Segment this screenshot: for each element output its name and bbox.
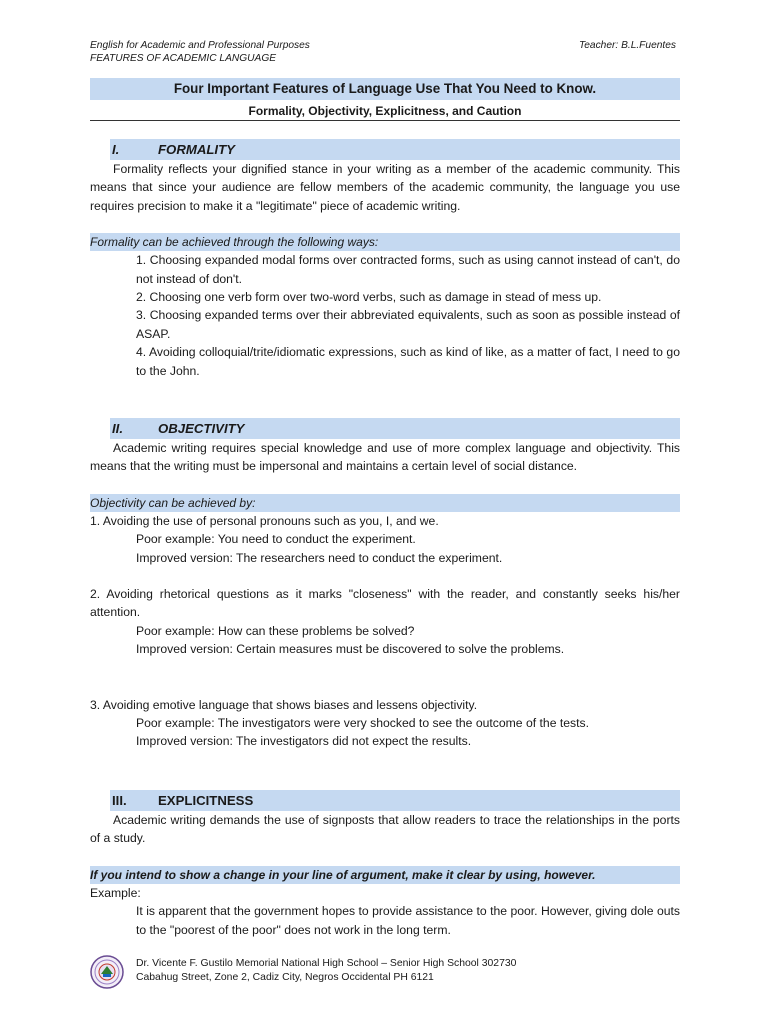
improved-version: Improved version: Certain measures must be discovered to solve the problems. (136, 642, 565, 657)
course-name: English for Academic and Professional Purposes (90, 40, 310, 51)
poor-example: Poor example: The investigators were very shocked to see the outcome of the tests. (136, 716, 589, 731)
formality-item-2: 2. Choosing one verb form over two-word verbs, such as damage in stead of mess up. (136, 290, 602, 305)
topic-name: FEATURES OF ACADEMIC LANGUAGE (90, 52, 277, 64)
section-title: OBJECTIVITY (158, 421, 245, 436)
explicitness-example: It is apparent that the government hopes to provide assistance to the poor. However, giving dole outs to the "poorest of the poor" does not work in the long term. (136, 904, 680, 937)
formality-paragraph: Formality reflects your dignified stance in your writing as a member of the academic community. This means that since your audience are fellow members of the academic community, the language you use requires precision to make it a "legitimate" piece of academic writing. (90, 162, 680, 213)
school-name: Dr. Vicente F. Gustilo Memorial National High School – Senior High School 302730 (136, 958, 517, 969)
section-title: EXPLICITNESS (158, 793, 254, 808)
explicitness-paragraph: Academic writing demands the use of signposts that allow readers to trace the relationships in the ports of a study. (90, 813, 680, 846)
objectivity-point-1: 1. Avoiding the use of personal pronouns such as you, I, and we. (90, 513, 439, 528)
school-address: Cabahug Street, Zone 2, Cadiz City, Negros Occidental PH 6121 (136, 971, 434, 983)
section-heading (110, 418, 680, 439)
formality-item-1: 1. Choosing expanded modal forms over contracted forms, such as using cannot instead of can't, do not instead of don't. (136, 253, 680, 286)
section-title: FORMALITY (158, 142, 235, 157)
section-objectivity (90, 418, 680, 751)
title-block (90, 78, 680, 121)
poor-example: Poor example: How can these problems be solved? (136, 623, 415, 638)
poor-example: Poor example: You need to conduct the experiment. (136, 532, 416, 547)
formality-item-4: 4. Avoiding colloquial/trite/idiomatic expressions, such as kind of like, as a matter of fact, I need to go to the John. (136, 345, 680, 378)
section-heading (110, 139, 680, 160)
objectivity-band: Objectivity can be achieved by: (90, 494, 680, 512)
section-number: III. (112, 793, 127, 808)
school-seal-icon (90, 955, 124, 989)
footer-text (136, 957, 516, 984)
section-number: II. (112, 421, 123, 436)
page-header (90, 40, 680, 65)
page-footer (90, 955, 690, 989)
objectivity-paragraph: Academic writing requires special knowledge and use of more complex language and objectivity. This means that the writing must be impersonal and maintains a certain level of social distance. (90, 441, 680, 474)
objectivity-point-2: 2. Avoiding rhetorical questions as it marks "closeness" with the reader, and constantly seeks his/her attention. (90, 587, 680, 620)
section-heading (110, 790, 680, 811)
section-explicitness (90, 790, 680, 939)
improved-version: Improved version: The investigators did not expect the results. (136, 734, 472, 749)
page-title: Four Important Features of Language Use That You Need to Know. (90, 78, 680, 100)
formality-item-3: 3. Choosing expanded terms over their abbreviated equivalents, such as soon as possible instead of ASAP. (136, 308, 680, 341)
objectivity-point-3: 3. Avoiding emotive language that shows biases and lessens objectivity. (90, 697, 478, 712)
page-subtitle: Formality, Objectivity, Explicitness, and Caution (90, 102, 680, 121)
improved-version: Improved version: The researchers need to conduct the experiment. (136, 550, 503, 565)
formality-band: Formality can be achieved through the following ways: (90, 233, 680, 251)
example-label: Example: (90, 885, 141, 900)
section-formality (90, 139, 680, 380)
explicitness-band: If you intend to show a change in your line of argument, make it clear by using, however. (90, 866, 680, 884)
section-number: I. (112, 142, 120, 157)
teacher-name: Teacher: B.L.Fuentes (578, 40, 676, 51)
